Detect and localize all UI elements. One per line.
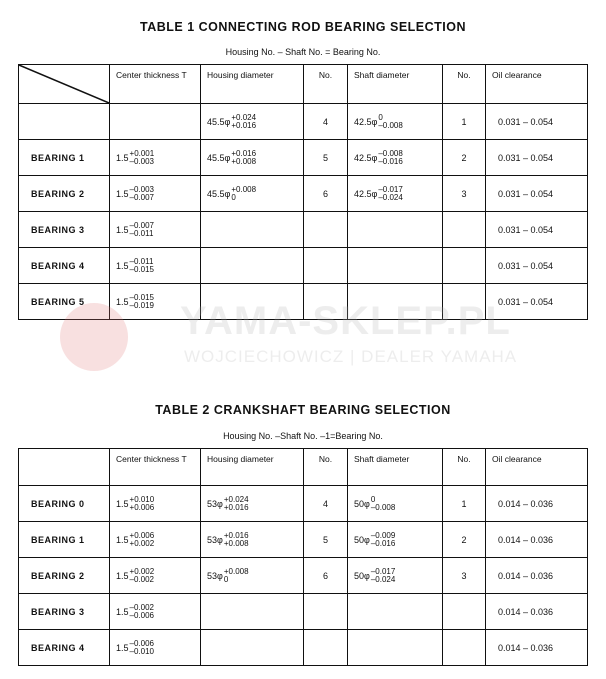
- housing-diameter-cell: [201, 630, 304, 666]
- shaft-no-cell: [443, 248, 486, 284]
- oil-clearance-cell: 0.014 – 0.036: [486, 522, 588, 558]
- table1-subtitle: Housing No. – Shaft No. = Bearing No.: [225, 47, 381, 57]
- center-thickness-cell: [110, 594, 201, 630]
- thick-lower-tolerance: –0.010: [129, 646, 154, 656]
- house-upper-tolerance: +0.024: [231, 112, 257, 122]
- shaft-diameter-cell: [348, 594, 443, 630]
- housing-no-cell: [304, 630, 348, 666]
- shaft-diameter-cell: [348, 248, 443, 284]
- shaft-lower-tolerance: –0.016: [378, 156, 403, 166]
- shaft-lower-tolerance: –0.024: [370, 574, 396, 584]
- shaft-diameter-cell: [348, 176, 443, 212]
- diagonal-corner-cell: [19, 65, 110, 104]
- table-row: [19, 486, 588, 522]
- header-shaft-no: No.: [443, 449, 486, 486]
- bearing-label: BEARING 5: [19, 284, 110, 320]
- house-base: 45.5φ: [207, 152, 231, 163]
- shaft-lower-tolerance: –0.024: [378, 192, 403, 202]
- watermark-logo-icon: [60, 303, 128, 371]
- house-upper-tolerance: +0.008: [231, 184, 257, 194]
- thick-upper-tolerance: +0.001: [129, 148, 155, 158]
- bearing-label: BEARING 3: [19, 594, 110, 630]
- header-shaft-diameter: Shaft diameter: [348, 449, 443, 486]
- thick-base: 1.5: [116, 260, 129, 271]
- thick-lower-tolerance: +0.006: [129, 502, 155, 512]
- oil-clearance-cell: 0.014 – 0.036: [486, 594, 588, 630]
- empty-corner-cell: [19, 449, 110, 486]
- header-center-thickness: Center thickness T: [110, 65, 201, 104]
- oil-clearance-cell: 0.014 – 0.036: [486, 486, 588, 522]
- center-thickness-cell: [110, 522, 201, 558]
- header-shaft-diameter: Shaft diameter: [348, 65, 443, 104]
- house-upper-tolerance: +0.016: [231, 148, 257, 158]
- housing-diameter-cell: [201, 248, 304, 284]
- table-row: [19, 212, 588, 248]
- shaft-no-cell: [443, 630, 486, 666]
- house-lower-tolerance: 0: [231, 192, 236, 202]
- bearing-label: BEARING 0: [19, 486, 110, 522]
- housing-no-cell: 6: [304, 558, 348, 594]
- shaft-lower-tolerance: –0.008: [378, 120, 403, 130]
- house-lower-tolerance: +0.016: [223, 502, 249, 512]
- table-row: [19, 630, 588, 666]
- thick-base: 1.5: [116, 296, 129, 307]
- bearing-label: BEARING 2: [19, 558, 110, 594]
- crankshaft-bearing-table: [18, 448, 588, 666]
- housing-diameter-cell: [201, 522, 304, 558]
- housing-diameter-cell: [201, 140, 304, 176]
- bearing-label: BEARING 2: [19, 176, 110, 212]
- thick-upper-tolerance: –0.006: [129, 638, 154, 648]
- thick-lower-tolerance: –0.002: [129, 574, 154, 584]
- table2-title: TABLE 2 CRANKSHAFT BEARING SELECTION: [155, 403, 451, 417]
- thick-upper-tolerance: –0.002: [129, 602, 154, 612]
- header-oil-clearance: Oil clearance: [486, 65, 588, 104]
- watermark-line1: YAMA-SKLEP.PL: [180, 299, 511, 343]
- connecting-rod-bearing-table: [18, 64, 588, 320]
- thick-lower-tolerance: –0.006: [129, 610, 154, 620]
- header-shaft-no: No.: [443, 65, 486, 104]
- housing-diameter-cell: [201, 212, 304, 248]
- house-upper-tolerance: +0.008: [223, 566, 249, 576]
- thick-base: 1.5: [116, 152, 129, 163]
- shaft-no-cell: [443, 594, 486, 630]
- header-housing-diameter: Housing diameter: [201, 65, 304, 104]
- shaft-upper-tolerance: –0.017: [378, 184, 403, 194]
- watermark: [60, 292, 550, 385]
- housing-no-cell: [304, 594, 348, 630]
- thick-lower-tolerance: –0.003: [129, 156, 154, 166]
- house-upper-tolerance: +0.024: [223, 494, 249, 504]
- header-housing-no: No.: [304, 449, 348, 486]
- oil-clearance-cell: 0.014 – 0.036: [486, 558, 588, 594]
- shaft-upper-tolerance: –0.017: [370, 566, 396, 576]
- shaft-upper-tolerance: –0.008: [378, 148, 403, 158]
- thick-base: 1.5: [116, 606, 129, 617]
- house-lower-tolerance: +0.008: [231, 156, 257, 166]
- house-base: 45.5φ: [207, 116, 231, 127]
- thick-upper-tolerance: +0.010: [129, 494, 155, 504]
- bearing-label: [19, 104, 110, 140]
- house-base: 53φ: [207, 570, 223, 581]
- table-row: [19, 522, 588, 558]
- thick-lower-tolerance: –0.015: [129, 264, 154, 274]
- table-row: [19, 594, 588, 630]
- center-thickness-cell: [110, 104, 201, 140]
- bearing-label: BEARING 4: [19, 248, 110, 284]
- shaft-no-cell: 3: [443, 558, 486, 594]
- center-thickness-cell: [110, 558, 201, 594]
- house-upper-tolerance: +0.016: [223, 530, 249, 540]
- header-oil-clearance: Oil clearance: [486, 449, 588, 486]
- shaft-no-cell: 3: [443, 176, 486, 212]
- thick-upper-tolerance: –0.011: [129, 256, 154, 266]
- housing-diameter-cell: [201, 558, 304, 594]
- thick-base: 1.5: [116, 188, 129, 199]
- house-lower-tolerance: +0.016: [231, 120, 257, 130]
- table-row: [19, 558, 588, 594]
- thick-upper-tolerance: –0.015: [129, 292, 154, 302]
- oil-clearance-cell: 0.031 – 0.054: [486, 104, 588, 140]
- shaft-upper-tolerance: 0: [370, 494, 376, 504]
- shaft-diameter-cell: [348, 140, 443, 176]
- shaft-base: 42.5φ: [354, 152, 378, 163]
- shaft-diameter-cell: [348, 630, 443, 666]
- thick-upper-tolerance: +0.002: [129, 566, 155, 576]
- header-center-thickness: Center thickness T: [110, 449, 201, 486]
- housing-no-cell: [304, 212, 348, 248]
- shaft-no-cell: 2: [443, 522, 486, 558]
- house-base: 45.5φ: [207, 188, 231, 199]
- shaft-base: 50φ: [354, 498, 370, 509]
- shaft-lower-tolerance: –0.008: [370, 502, 396, 512]
- house-base: 53φ: [207, 498, 223, 509]
- shaft-no-cell: 1: [443, 104, 486, 140]
- thick-lower-tolerance: –0.011: [129, 228, 154, 238]
- thick-upper-tolerance: –0.007: [129, 220, 154, 230]
- center-thickness-cell: [110, 486, 201, 522]
- shaft-no-cell: [443, 212, 486, 248]
- bearing-label: BEARING 1: [19, 140, 110, 176]
- thick-base: 1.5: [116, 534, 129, 545]
- thick-base: 1.5: [116, 642, 129, 653]
- oil-clearance-cell: 0.031 – 0.054: [486, 140, 588, 176]
- housing-no-cell: 5: [304, 140, 348, 176]
- house-lower-tolerance: 0: [223, 574, 229, 584]
- housing-no-cell: [304, 248, 348, 284]
- thick-upper-tolerance: –0.003: [129, 184, 154, 194]
- shaft-base: 50φ: [354, 534, 370, 545]
- bearing-label: BEARING 1: [19, 522, 110, 558]
- shaft-diameter-cell: [348, 104, 443, 140]
- shaft-upper-tolerance: –0.009: [370, 530, 396, 540]
- housing-diameter-cell: [201, 104, 304, 140]
- shaft-base: 42.5φ: [354, 188, 378, 199]
- shaft-base: 42.5φ: [354, 116, 378, 127]
- bearing-label: BEARING 4: [19, 630, 110, 666]
- table1-title: TABLE 1 CONNECTING ROD BEARING SELECTION: [139, 20, 467, 34]
- oil-clearance-cell: 0.031 – 0.054: [486, 176, 588, 212]
- center-thickness-cell: [110, 212, 201, 248]
- thick-lower-tolerance: –0.007: [129, 192, 154, 202]
- header-housing-diameter: Housing diameter: [201, 449, 304, 486]
- shaft-lower-tolerance: –0.016: [370, 538, 396, 548]
- table2-subtitle: Housing No. –Shaft No. –1=Bearing No.: [223, 431, 383, 441]
- housing-diameter-cell: [201, 594, 304, 630]
- oil-clearance-cell: 0.031 – 0.054: [486, 248, 588, 284]
- bearing-label: BEARING 3: [19, 212, 110, 248]
- shaft-base: 50φ: [354, 570, 370, 581]
- shaft-upper-tolerance: 0: [378, 112, 383, 122]
- housing-no-cell: 5: [304, 522, 348, 558]
- shaft-no-cell: 1: [443, 486, 486, 522]
- center-thickness-cell: [110, 248, 201, 284]
- housing-no-cell: 4: [304, 486, 348, 522]
- housing-no-cell: 4: [304, 104, 348, 140]
- thick-upper-tolerance: +0.006: [129, 530, 155, 540]
- thick-lower-tolerance: +0.002: [129, 538, 155, 548]
- oil-clearance-cell: 0.031 – 0.054: [486, 212, 588, 248]
- oil-clearance-cell: 0.014 – 0.036: [486, 630, 588, 666]
- thick-base: 1.5: [116, 498, 129, 509]
- center-thickness-cell: [110, 140, 201, 176]
- table-row: [19, 248, 588, 284]
- housing-diameter-cell: [201, 176, 304, 212]
- oil-clearance-cell: 0.031 – 0.054: [486, 284, 588, 320]
- shaft-diameter-cell: [348, 212, 443, 248]
- housing-no-cell: 6: [304, 176, 348, 212]
- shaft-diameter-cell: [348, 522, 443, 558]
- thick-base: 1.5: [116, 570, 129, 581]
- table-row: [19, 140, 588, 176]
- table-row: [19, 104, 588, 140]
- thick-lower-tolerance: –0.019: [129, 300, 154, 310]
- shaft-diameter-cell: [348, 486, 443, 522]
- thick-base: 1.5: [116, 224, 129, 235]
- shaft-no-cell: 2: [443, 140, 486, 176]
- house-lower-tolerance: +0.008: [223, 538, 249, 548]
- header-housing-no: No.: [304, 65, 348, 104]
- housing-diameter-cell: [201, 486, 304, 522]
- watermark-line2: WOJCIECHOWICZ | DEALER YAMAHA: [184, 347, 518, 366]
- center-thickness-cell: [110, 176, 201, 212]
- shaft-diameter-cell: [348, 558, 443, 594]
- center-thickness-cell: [110, 630, 201, 666]
- house-base: 53φ: [207, 534, 223, 545]
- table-row: [19, 176, 588, 212]
